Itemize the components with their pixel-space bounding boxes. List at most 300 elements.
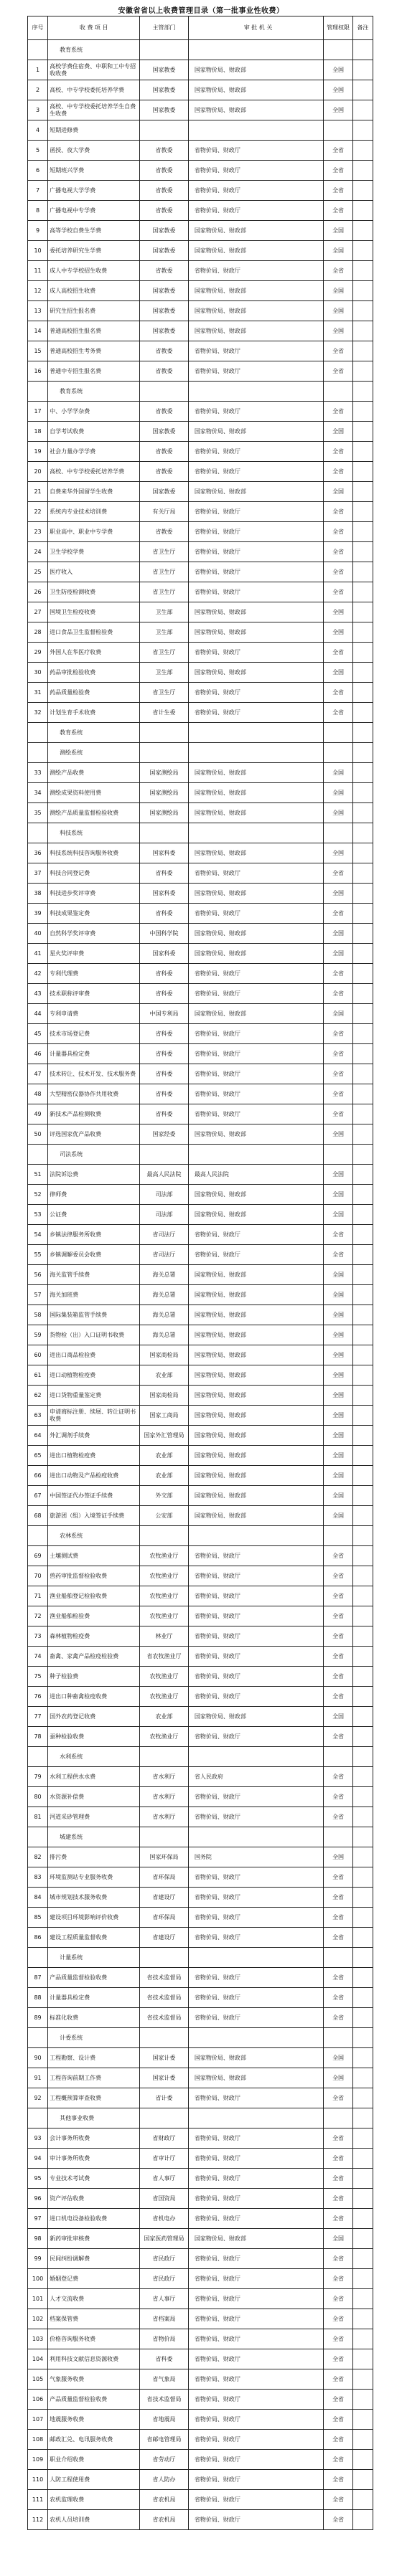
department-cell: 国家教委 xyxy=(140,301,189,321)
approval-authority-cell: 省物价局、财政厅 xyxy=(188,2249,323,2269)
department-cell: 国家计委 xyxy=(140,2048,189,2068)
table-row xyxy=(28,1767,373,1787)
fee-item-cell: 教育系统 xyxy=(48,382,140,402)
approval-authority-cell: 国家物价局、财政部 xyxy=(188,1345,323,1365)
remark-cell xyxy=(352,1888,373,1908)
approval-authority-cell xyxy=(188,2108,323,2128)
row-number-cell: 63 xyxy=(28,1406,48,1426)
fee-item-cell: 测绘产品收费 xyxy=(48,763,140,783)
management-level-cell: 全省 xyxy=(324,2349,353,2369)
fee-item-cell: 河道采砂管理费 xyxy=(48,1807,140,1827)
management-level-cell: 全国 xyxy=(324,1466,353,1486)
fee-item-cell: 档案保管费 xyxy=(48,2309,140,2329)
fee-item-cell: 教育系统 xyxy=(48,723,140,743)
fee-item-cell: 地震服务收费 xyxy=(48,2410,140,2430)
table-row xyxy=(28,100,373,120)
management-level-cell: 全省 xyxy=(324,1988,353,2008)
department-cell: 省人事厅 xyxy=(140,2169,189,2189)
department-cell: 农牧渔业厅 xyxy=(140,1727,189,1747)
remark-cell xyxy=(352,2068,373,2088)
management-level-cell: 全省 xyxy=(324,2249,353,2269)
approval-authority-cell: 国家物价局、财政部 xyxy=(188,1365,323,1386)
remark-cell xyxy=(352,1847,373,1867)
remark-cell xyxy=(352,2169,373,2189)
department-cell: 省教委 xyxy=(140,361,189,382)
fee-item-cell: 药品审批检验收费 xyxy=(48,663,140,683)
management-level-cell: 全国 xyxy=(324,884,353,904)
fee-item-cell: 专利申请费 xyxy=(48,1004,140,1024)
fee-item-cell: 评选国家优产品收费 xyxy=(48,1124,140,1145)
department-cell: 中国专利局 xyxy=(140,1004,189,1024)
approval-authority-cell: 国家物价局、财政部 xyxy=(188,1386,323,1406)
fee-item-cell: 计量系统 xyxy=(48,1948,140,1968)
management-level-cell: 全省 xyxy=(324,2169,353,2189)
remark-cell xyxy=(352,2450,373,2470)
fee-item-cell: 人防工程使用费 xyxy=(48,2470,140,2490)
fee-item-cell: 计量器具检定费 xyxy=(48,1044,140,1064)
remark-cell xyxy=(352,863,373,884)
approval-authority-cell xyxy=(188,823,323,843)
fee-item-cell: 技术转让、技术开发、技术服务费 xyxy=(48,1064,140,1084)
management-level-cell: 全国 xyxy=(324,763,353,783)
department-cell xyxy=(140,823,189,843)
approval-authority-cell: 国家物价局、财政部 xyxy=(188,2068,323,2088)
row-number-cell: 72 xyxy=(28,1606,48,1626)
row-number-cell: 70 xyxy=(28,1566,48,1586)
fee-item-cell: 建设项目环境影响评价收费 xyxy=(48,1908,140,1928)
row-number-cell: 51 xyxy=(28,1165,48,1185)
fee-item-cell: 会计事务所收费 xyxy=(48,2128,140,2149)
row-number-cell: 68 xyxy=(28,1506,48,1526)
fee-item-cell: 土壤测试费 xyxy=(48,1546,140,1566)
table-row xyxy=(28,261,373,281)
row-number-cell: 71 xyxy=(28,1586,48,1606)
table-row xyxy=(28,2088,373,2108)
table-row xyxy=(28,2189,373,2209)
approval-authority-cell: 省人民政府 xyxy=(188,1767,323,1787)
department-cell: 省科委 xyxy=(140,1064,189,1084)
remark-cell xyxy=(352,2128,373,2149)
fee-item-cell: 公证费 xyxy=(48,1205,140,1225)
management-level-cell: 全省 xyxy=(324,2329,353,2349)
approval-authority-cell: 省物价局、财政厅 xyxy=(188,562,323,582)
row-number-cell xyxy=(28,2028,48,2048)
management-level-cell: 全省 xyxy=(324,1546,353,1566)
table-row xyxy=(28,1727,373,1747)
fee-item-cell: 海关监管手续费 xyxy=(48,1265,140,1285)
approval-authority-cell: 省物价局、财政厅 xyxy=(188,904,323,924)
table-row xyxy=(28,562,373,582)
management-level-cell: 全省 xyxy=(324,502,353,522)
fee-item-cell: 科技系统科技咨询服务收费 xyxy=(48,843,140,863)
approval-authority-cell xyxy=(188,2028,323,2048)
document-title: 安徽省省以上收费管理目录（第一批事业性收费） xyxy=(118,7,284,15)
row-number-cell: 13 xyxy=(28,301,48,321)
row-number-cell: 105 xyxy=(28,2369,48,2390)
remark-cell xyxy=(352,1566,373,1586)
fee-item-cell: 科技成果鉴定费 xyxy=(48,904,140,924)
management-level-cell: 全国 xyxy=(324,1124,353,1145)
row-number-cell: 90 xyxy=(28,2048,48,2068)
approval-authority-cell xyxy=(188,1827,323,1847)
fee-item-cell: 城建系统 xyxy=(48,1827,140,1847)
approval-authority-cell: 省物价局、财政厅 xyxy=(188,1667,323,1687)
table-body xyxy=(28,40,373,2530)
management-level-cell: 全国 xyxy=(324,783,353,803)
table-row xyxy=(28,1165,373,1185)
fee-item-cell: 人才交流收费 xyxy=(48,2289,140,2309)
fee-item-cell: 民间纠纷调解费 xyxy=(48,2249,140,2269)
row-number-cell: 66 xyxy=(28,1466,48,1486)
table-row xyxy=(28,1928,373,1948)
approval-authority-cell: 国家物价局、财政部 xyxy=(188,1325,323,1345)
fee-item-cell: 申请商标注册、续展、转让证明书收费 xyxy=(48,1406,140,1426)
fee-item-cell: 气象服务收费 xyxy=(48,2369,140,2390)
row-number-cell: 58 xyxy=(28,1305,48,1325)
department-cell: 省教委 xyxy=(140,522,189,542)
management-level-cell: 全省 xyxy=(324,2369,353,2390)
remark-cell xyxy=(352,1185,373,1205)
row-number-cell: 27 xyxy=(28,602,48,622)
management-level-cell: 全国 xyxy=(324,1365,353,1386)
row-number-cell: 30 xyxy=(28,663,48,683)
table-row xyxy=(28,462,373,482)
approval-authority-cell: 省物价局、财政厅 xyxy=(188,1787,323,1807)
management-level-cell: 全国 xyxy=(324,803,353,823)
remark-cell xyxy=(352,422,373,442)
table-row xyxy=(28,1305,373,1325)
department-cell: 国家教委 xyxy=(140,60,189,80)
section-row xyxy=(28,1526,373,1546)
fee-item-cell: 工程勘察、设计费 xyxy=(48,2048,140,2068)
approval-authority-cell: 省物价局、财政厅 xyxy=(188,2510,323,2530)
row-number-cell: 3 xyxy=(28,100,48,120)
row-number-cell: 112 xyxy=(28,2510,48,2530)
approval-authority-cell: 省物价局、财政厅 xyxy=(188,2088,323,2108)
management-level-cell: 全省 xyxy=(324,1566,353,1586)
fee-item-cell: 高校、中专学校委托培养学费 xyxy=(48,80,140,100)
management-level-cell xyxy=(324,2028,353,2048)
row-number-cell: 77 xyxy=(28,1707,48,1727)
department-cell: 农牧渔业厅 xyxy=(140,1586,189,1606)
fee-item-cell: 计划生育手术收费 xyxy=(48,703,140,723)
management-level-cell: 全国 xyxy=(324,321,353,341)
management-level-cell: 全省 xyxy=(324,2149,353,2169)
fee-item-cell: 进出口商品检验费 xyxy=(48,1345,140,1365)
table-row xyxy=(28,1426,373,1446)
fee-item-cell: 农机监理收费 xyxy=(48,2490,140,2510)
remark-cell xyxy=(352,1787,373,1807)
management-level-cell: 全省 xyxy=(324,1968,353,1988)
fee-item-cell: 计量器具检定费 xyxy=(48,1988,140,2008)
fee-item-cell: 婚姻登记费 xyxy=(48,2269,140,2289)
row-number-cell: 84 xyxy=(28,1888,48,1908)
management-level-cell: 全省 xyxy=(324,341,353,361)
remark-cell xyxy=(352,1867,373,1888)
fee-item-cell: 系统内专业技术培训费 xyxy=(48,502,140,522)
approval-authority-cell: 省物价局、财政厅 xyxy=(188,2349,323,2369)
management-level-cell: 全省 xyxy=(324,964,353,984)
fee-item-cell: 蚕种检验收费 xyxy=(48,1727,140,1747)
management-level-cell: 全省 xyxy=(324,1104,353,1124)
department-cell: 中国科学院 xyxy=(140,924,189,944)
approval-authority-cell xyxy=(188,1747,323,1767)
remark-cell xyxy=(352,542,373,562)
management-level-cell: 全国 xyxy=(324,100,353,120)
management-level-cell: 全省 xyxy=(324,1727,353,1747)
table-row xyxy=(28,2068,373,2088)
management-level-cell: 全省 xyxy=(324,1888,353,1908)
row-number-cell: 97 xyxy=(28,2209,48,2229)
management-level-cell: 全省 xyxy=(324,1908,353,1928)
table-row xyxy=(28,1104,373,1124)
table-row xyxy=(28,1988,373,2008)
department-cell: 农牧渔业厅 xyxy=(140,1606,189,1626)
management-level-cell: 全省 xyxy=(324,1225,353,1245)
remark-cell xyxy=(352,984,373,1004)
table-row xyxy=(28,643,373,663)
row-number-cell: 76 xyxy=(28,1687,48,1707)
approval-authority-cell: 省物价局、财政厅 xyxy=(188,2209,323,2229)
approval-authority-cell: 省物价局、财政厅 xyxy=(188,643,323,663)
fee-item-cell: 测绘产品质量监督检验收费 xyxy=(48,803,140,823)
management-level-cell xyxy=(324,1747,353,1767)
management-level-cell: 全省 xyxy=(324,2450,353,2470)
remark-cell xyxy=(352,2088,373,2108)
management-level-cell: 全省 xyxy=(324,1064,353,1084)
department-cell xyxy=(140,382,189,402)
table-row xyxy=(28,1506,373,1526)
row-number-cell: 95 xyxy=(28,2169,48,2189)
remark-cell xyxy=(352,482,373,502)
row-number-cell: 19 xyxy=(28,442,48,462)
table-row xyxy=(28,1225,373,1245)
fee-item-cell: 进口机电设备检验收费 xyxy=(48,2209,140,2229)
remark-cell xyxy=(352,1827,373,1847)
department-cell: 省机电办 xyxy=(140,2209,189,2229)
department-cell: 国家科委 xyxy=(140,884,189,904)
row-number-cell: 74 xyxy=(28,1647,48,1667)
table-row xyxy=(28,502,373,522)
management-level-cell: 全国 xyxy=(324,1406,353,1426)
fee-item-cell: 普通中专招生报名费 xyxy=(48,361,140,382)
table-row xyxy=(28,1566,373,1586)
table-row xyxy=(28,241,373,261)
remark-cell xyxy=(352,1687,373,1707)
remark-cell xyxy=(352,622,373,643)
department-cell xyxy=(140,743,189,763)
table-row xyxy=(28,1064,373,1084)
table-row xyxy=(28,1687,373,1707)
department-cell: 省教委 xyxy=(140,442,189,462)
fee-item-cell: 成人中专学校招生收费 xyxy=(48,261,140,281)
approval-authority-cell: 省物价局、财政厅 xyxy=(188,1867,323,1888)
remark-cell xyxy=(352,602,373,622)
table-row xyxy=(28,1707,373,1727)
table-row xyxy=(28,1807,373,1827)
table-row xyxy=(28,1345,373,1365)
remark-cell xyxy=(352,1104,373,1124)
fee-item-cell: 普通高校招生报名费 xyxy=(48,321,140,341)
department-cell: 省人防办 xyxy=(140,2470,189,2490)
remark-cell xyxy=(352,2209,373,2229)
remark-cell xyxy=(352,1928,373,1948)
fee-item-cell: 乡镇法律服务所收费 xyxy=(48,1225,140,1245)
remark-cell xyxy=(352,582,373,602)
remark-cell xyxy=(352,2369,373,2390)
table-row xyxy=(28,2149,373,2169)
approval-authority-cell: 省物价局、财政厅 xyxy=(188,2410,323,2430)
department-cell: 省科委 xyxy=(140,1044,189,1064)
remark-cell xyxy=(352,321,373,341)
row-number-cell: 17 xyxy=(28,402,48,422)
row-number-cell: 109 xyxy=(28,2450,48,2470)
section-row xyxy=(28,823,373,843)
row-number-cell: 85 xyxy=(28,1908,48,1928)
management-level-cell: 全国 xyxy=(324,622,353,643)
remark-cell xyxy=(352,663,373,683)
table-row xyxy=(28,1968,373,1988)
row-number-cell: 87 xyxy=(28,1968,48,1988)
row-number-cell: 96 xyxy=(28,2189,48,2209)
management-level-cell: 全省 xyxy=(324,2410,353,2430)
table-row xyxy=(28,161,373,181)
approval-authority-cell xyxy=(188,743,323,763)
row-number-cell: 46 xyxy=(28,1044,48,1064)
approval-authority-cell: 省物价局、财政厅 xyxy=(188,703,323,723)
management-level-cell: 全省 xyxy=(324,2289,353,2309)
section-row xyxy=(28,40,373,60)
remark-cell xyxy=(352,2269,373,2289)
management-level-cell: 全省 xyxy=(324,1044,353,1064)
department-cell: 国家商检局 xyxy=(140,1345,189,1365)
remark-cell xyxy=(352,1626,373,1647)
remark-cell xyxy=(352,1265,373,1285)
management-level-cell: 全省 xyxy=(324,643,353,663)
table-row xyxy=(28,2249,373,2269)
approval-authority-cell: 国家物价局、财政部 xyxy=(188,80,323,100)
remark-cell xyxy=(352,1365,373,1386)
row-number-cell: 91 xyxy=(28,2068,48,2088)
approval-authority-cell: 国家物价局、财政部 xyxy=(188,301,323,321)
row-number-cell xyxy=(28,40,48,60)
row-number-cell: 67 xyxy=(28,1486,48,1506)
department-cell: 省劳动厅 xyxy=(140,2450,189,2470)
management-level-cell: 全省 xyxy=(324,1667,353,1687)
table-row xyxy=(28,2430,373,2450)
row-number-cell: 93 xyxy=(28,2128,48,2149)
table-row xyxy=(28,442,373,462)
remark-cell xyxy=(352,924,373,944)
fee-item-cell: 广播电视中专学费 xyxy=(48,201,140,221)
management-level-cell xyxy=(324,2108,353,2128)
remark-cell xyxy=(352,60,373,80)
row-number-cell: 100 xyxy=(28,2269,48,2289)
department-cell: 国家教委 xyxy=(140,281,189,301)
department-cell: 省教委 xyxy=(140,462,189,482)
remark-cell xyxy=(352,1225,373,1245)
remark-cell xyxy=(352,522,373,542)
approval-authority-cell: 省物价局、财政厅 xyxy=(188,2149,323,2169)
table-row xyxy=(28,2128,373,2149)
fee-item-cell: 建设工程质量监督收费 xyxy=(48,1928,140,1948)
management-level-cell: 全国 xyxy=(324,924,353,944)
department-cell: 省教委 xyxy=(140,402,189,422)
department-cell: 省技术监督局 xyxy=(140,1988,189,2008)
remark-cell xyxy=(352,221,373,241)
row-number-cell xyxy=(28,1526,48,1546)
remark-cell xyxy=(352,2108,373,2128)
fee-item-cell: 科技系统 xyxy=(48,823,140,843)
remark-cell xyxy=(352,1948,373,1968)
approval-authority-cell: 国家物价局、财政部 xyxy=(188,1506,323,1526)
department-cell: 国家教委 xyxy=(140,321,189,341)
section-row xyxy=(28,1747,373,1767)
row-number-cell: 44 xyxy=(28,1004,48,1024)
remark-cell xyxy=(352,2430,373,2450)
table-row xyxy=(28,1586,373,1606)
row-number-cell: 7 xyxy=(28,181,48,201)
approval-authority-cell: 省物价局、财政厅 xyxy=(188,2490,323,2510)
department-cell: 省水利厅 xyxy=(140,1807,189,1827)
remark-cell xyxy=(352,2490,373,2510)
row-number-cell: 22 xyxy=(28,502,48,522)
management-level-cell: 全国 xyxy=(324,1345,353,1365)
row-number-cell: 64 xyxy=(28,1426,48,1446)
row-number-cell: 88 xyxy=(28,1988,48,2008)
table-row xyxy=(28,1084,373,1104)
table-row xyxy=(28,221,373,241)
department-cell: 省气象局 xyxy=(140,2369,189,2390)
row-number-cell: 82 xyxy=(28,1847,48,1867)
management-level-cell xyxy=(324,1145,353,1165)
management-level-cell: 全省 xyxy=(324,542,353,562)
approval-authority-cell xyxy=(188,40,323,60)
fee-item-cell: 兽药审批监督检验收费 xyxy=(48,1566,140,1586)
approval-authority-cell: 省物价局、财政厅 xyxy=(188,2269,323,2289)
approval-authority-cell: 国家物价局、财政部 xyxy=(188,783,323,803)
management-level-cell: 全国 xyxy=(324,1446,353,1466)
approval-authority-cell: 国家物价局、财政部 xyxy=(188,1265,323,1285)
department-cell: 国家科委 xyxy=(140,944,189,964)
approval-authority-cell: 国家物价局、财政部 xyxy=(188,924,323,944)
management-level-cell: 全省 xyxy=(324,1867,353,1888)
department-cell: 国家教委 xyxy=(140,221,189,241)
row-number-cell: 55 xyxy=(28,1245,48,1265)
fee-item-cell: 成人高校招生收费 xyxy=(48,281,140,301)
fee-item-cell: 进出口动物及产品检疫收费 xyxy=(48,1466,140,1486)
fee-item-cell: 中、小学学杂费 xyxy=(48,402,140,422)
fee-item-cell: 产品质量监督检验收费 xyxy=(48,2390,140,2410)
fee-item-cell: 广播电视大学学费 xyxy=(48,181,140,201)
table-row xyxy=(28,1365,373,1386)
management-level-cell: 全国 xyxy=(324,1506,353,1526)
department-cell: 国家测绘局 xyxy=(140,763,189,783)
row-number-cell: 26 xyxy=(28,582,48,602)
management-level-cell xyxy=(324,1827,353,1847)
approval-authority-cell: 省物价局、财政厅 xyxy=(188,181,323,201)
approval-authority-cell xyxy=(188,1145,323,1165)
department-cell: 省计委 xyxy=(140,2088,189,2108)
remark-cell xyxy=(352,1466,373,1486)
department-cell: 省教委 xyxy=(140,161,189,181)
approval-authority-cell: 国家物价局、财政部 xyxy=(188,944,323,964)
fee-item-cell: 职业介绍收费 xyxy=(48,2450,140,2470)
fee-item-cell: 药品质量检验费 xyxy=(48,683,140,703)
fee-item-cell: 短期班兴学费 xyxy=(48,161,140,181)
remark-cell xyxy=(352,1526,373,1546)
department-cell: 省卫生厅 xyxy=(140,683,189,703)
